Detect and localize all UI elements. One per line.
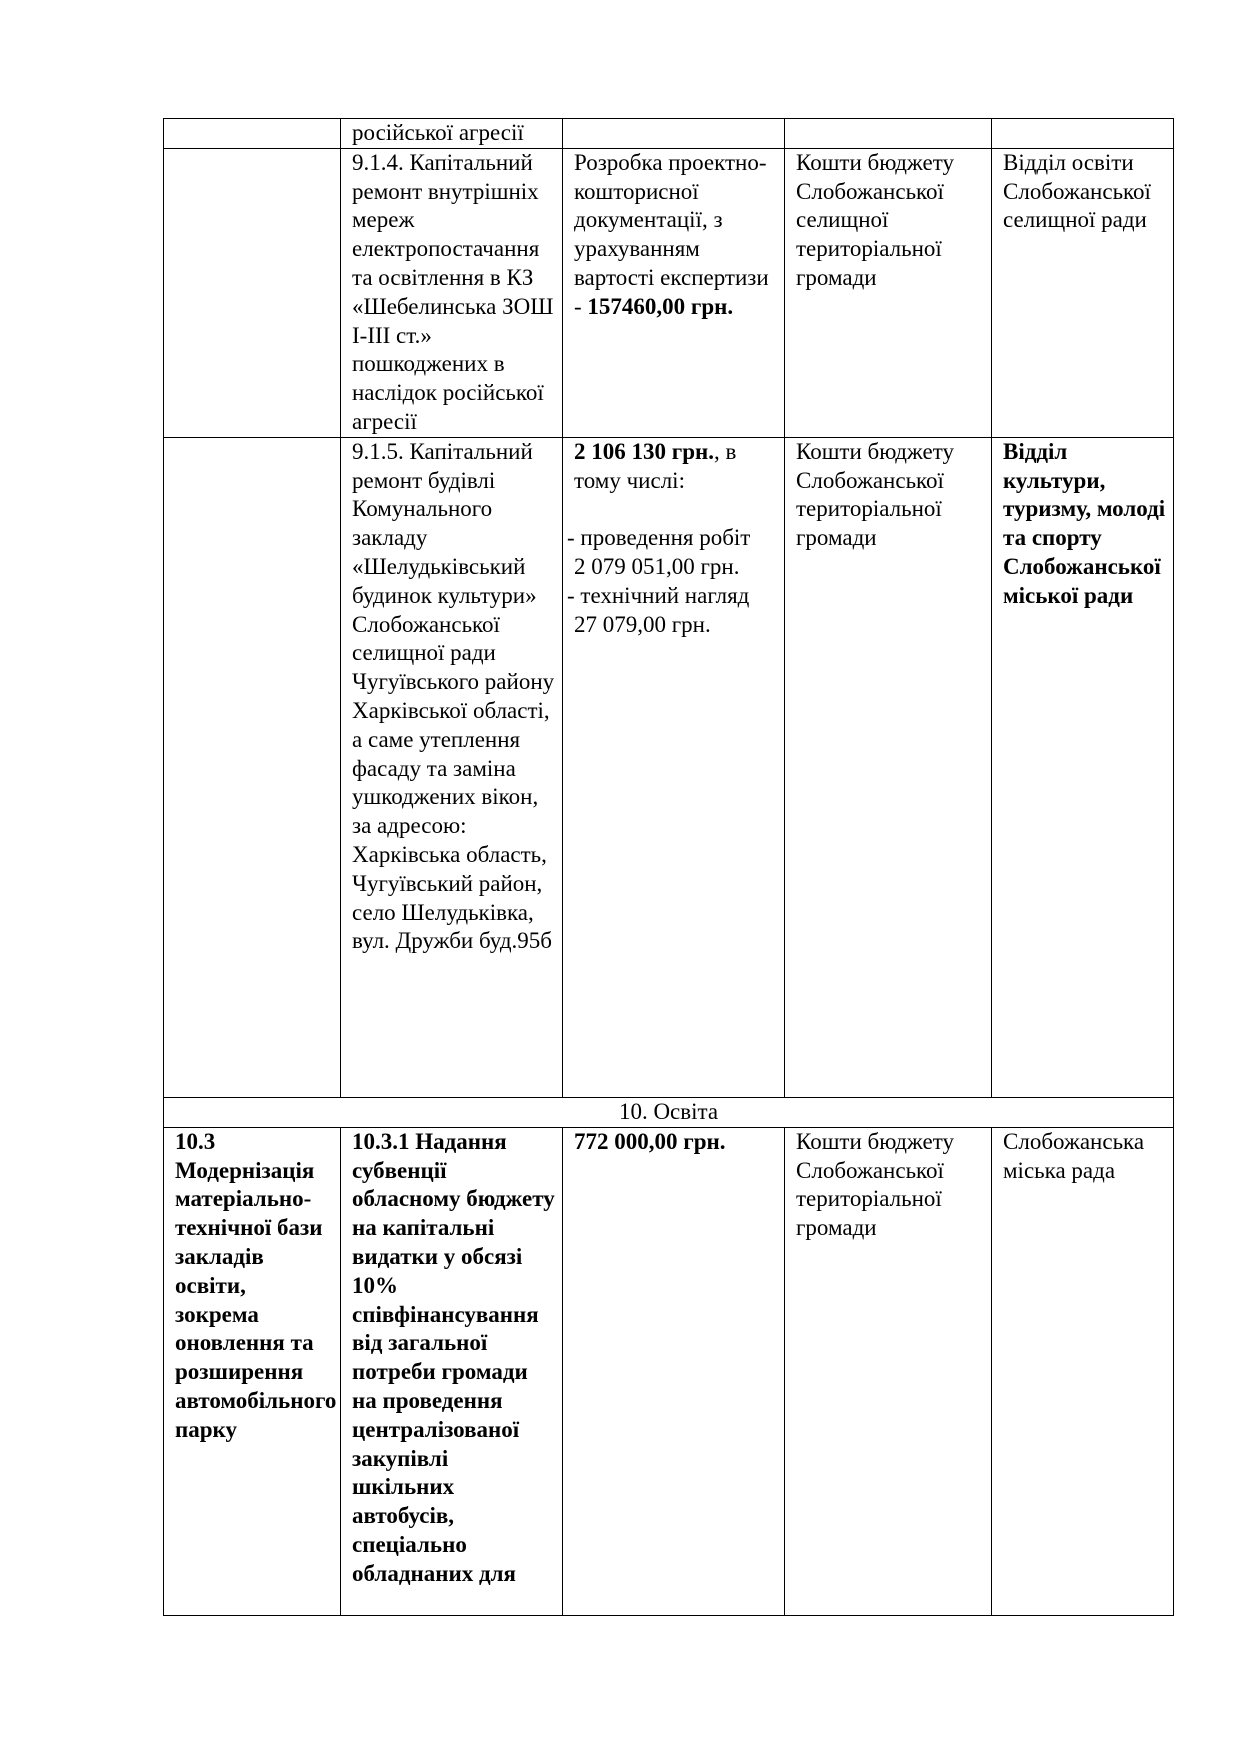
financing-total: 2 106 130 грн. xyxy=(574,438,714,464)
source-cell: Кошти бюджету Слобожанської селищної територіальної громади xyxy=(785,148,992,437)
table-row xyxy=(164,1127,1174,1615)
executor-cell: Слобожанська міська рада xyxy=(992,1127,1174,1615)
task-cell: 10.3 Модернізація матеріально-технічної бази закладів освіти, зокрема оновлення та розширення автомобільного парку xyxy=(164,1127,341,1615)
source-cell xyxy=(785,119,992,149)
tech-label: - технічний нагляд xyxy=(567,582,750,608)
source-cell: Кошти бюджету Слобожанської територіальної громади xyxy=(785,1127,992,1615)
task-cell xyxy=(164,119,341,149)
works-label: - проведення робіт xyxy=(567,525,751,551)
program-measures-table xyxy=(163,118,1174,1616)
source-cell: Кошти бюджету Слобожанської територіальної громади xyxy=(785,437,992,1097)
table-row xyxy=(164,437,1174,1097)
task-cell xyxy=(164,148,341,437)
financing-cell xyxy=(563,437,785,1097)
works-amount: 2 079 051,00 грн. xyxy=(574,554,740,580)
measure-cell: 9.1.5. Капітальний ремонт будівлі Комунального закладу «Шелудьківський будинок культури» Слобожанської селищної ради Чугуївського району Харківської області, а саме утеплення фасаду та заміна ушкоджених вікон, за адресою: Харківська область, Чугуївський район, село Шелудьківка, вул. Дружби буд.95б xyxy=(341,437,563,1097)
financing-cell: 772 000,00 грн. xyxy=(563,1127,785,1615)
executor-cell: Відділ освіти Слобожанської селищної ради xyxy=(992,148,1174,437)
measure-cell: російської агресії xyxy=(341,119,563,149)
financing-cell xyxy=(563,148,785,437)
task-cell xyxy=(164,437,341,1097)
table-row xyxy=(164,148,1174,437)
executor-cell: Відділ культури, туризму, молоді та спорту Слобожанської міської ради xyxy=(992,437,1174,1097)
financing-suffix: , в тому числі: xyxy=(574,438,737,493)
measure-cell: 9.1.4. Капітальний ремонт внутрішніх мереж електропостачання та освітлення в КЗ «Шебелинська ЗОШ І-ІІІ ст.» пошкоджених в наслідок російської агресії xyxy=(341,148,563,437)
table-row xyxy=(164,119,1174,149)
financing-amount: 157460,00 грн. xyxy=(587,293,734,319)
executor-cell xyxy=(992,119,1174,149)
measure-cell: 10.3.1 Надання субвенції обласному бюджету на капітальні видатки у обсязі 10% співфінансування від загальної потреби громади на проведення централізованої закупівлі шкільних автобусів, спеціально обладнаних для xyxy=(341,1127,563,1615)
section-title: 10. Освіта xyxy=(164,1097,1174,1127)
financing-text: Розробка проектно-кошторисної документації, з урахуванням вартості експертизи - xyxy=(574,149,769,319)
financing-cell xyxy=(563,119,785,149)
section-row xyxy=(164,1097,1174,1127)
tech-amount: 27 079,00 грн. xyxy=(574,611,711,637)
